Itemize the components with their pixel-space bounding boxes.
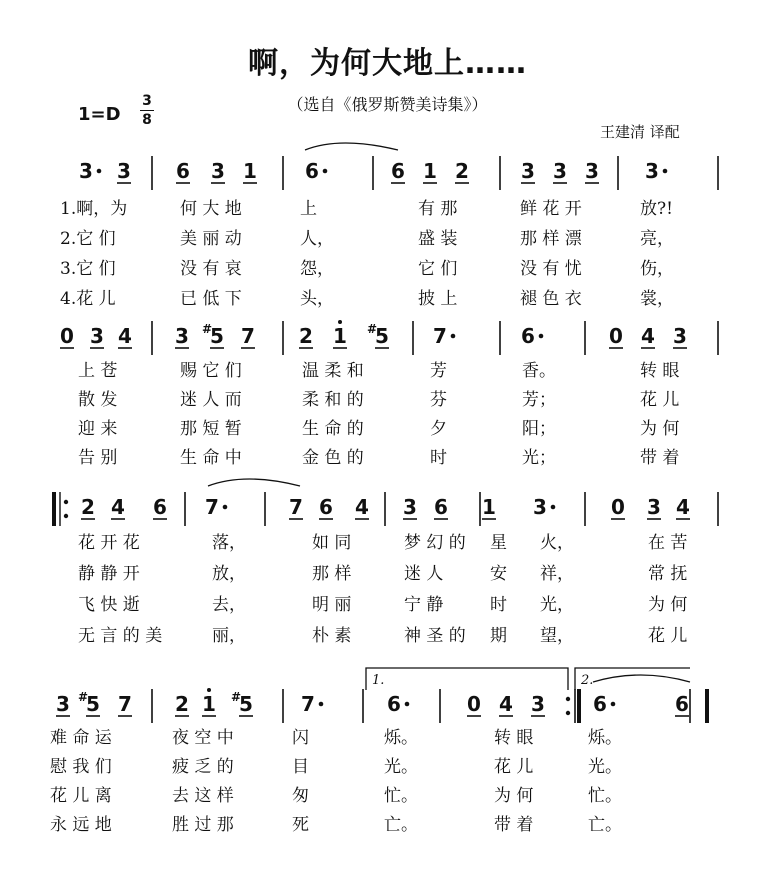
lyric-word: 鲜 花 开 bbox=[520, 199, 582, 219]
octave-dot bbox=[207, 688, 211, 692]
lyric-word: 上 bbox=[300, 199, 317, 219]
lyric-word: 芳 bbox=[430, 361, 447, 381]
lyric-word: 安 bbox=[490, 564, 507, 584]
lyric-word: 迎 来 bbox=[78, 419, 118, 439]
note: 7 bbox=[289, 495, 303, 519]
augmentation-dot bbox=[539, 334, 544, 339]
lyric-word: 放?! bbox=[640, 199, 673, 219]
lyric-word: 花 儿 离 bbox=[50, 786, 112, 806]
lyric-word: 带 着 bbox=[494, 815, 534, 835]
lyric-word: 光， bbox=[540, 595, 574, 615]
note: 2 bbox=[175, 692, 189, 716]
note: 0 bbox=[467, 692, 481, 716]
note: 4 bbox=[641, 324, 655, 348]
note: 5 bbox=[239, 692, 253, 716]
note: 6 bbox=[391, 159, 405, 183]
sharp-sign: # bbox=[201, 322, 213, 336]
note: 6 bbox=[675, 692, 689, 716]
lyric-word: 望， bbox=[540, 626, 574, 646]
lyric-word: 放， bbox=[212, 564, 246, 584]
note: 1 bbox=[423, 159, 437, 183]
lyric-word: 夜 空 中 bbox=[172, 728, 234, 748]
note: 1 bbox=[202, 692, 216, 716]
lyric-word: 生 命 的 bbox=[302, 419, 364, 439]
lyric-word: 没 有 忧 bbox=[520, 259, 582, 279]
note: 5 bbox=[86, 692, 100, 716]
octave-dot bbox=[338, 320, 342, 324]
lyric-word: 温 柔 和 bbox=[302, 361, 364, 381]
lyric-word: 带 着 bbox=[640, 448, 680, 468]
lyric-word: 星 bbox=[490, 533, 507, 553]
lyric-word: 花 儿 bbox=[494, 757, 534, 777]
lyric-word: 夕 bbox=[430, 419, 447, 439]
lyric-word: 为 何 bbox=[648, 595, 688, 615]
lyric-word: 散 发 bbox=[78, 390, 118, 410]
lyric-word: 期 bbox=[490, 626, 507, 646]
note: 0 bbox=[60, 324, 74, 348]
augmentation-dot bbox=[405, 702, 410, 707]
lyric-word: 火， bbox=[540, 533, 574, 553]
lyric-word: 告 别 bbox=[78, 448, 118, 468]
note: 4 bbox=[499, 692, 513, 716]
translator-credit: 王建清 译配 bbox=[600, 123, 680, 141]
note: 5 bbox=[375, 324, 389, 348]
note: 0 bbox=[609, 324, 623, 348]
note: 1 bbox=[333, 324, 347, 348]
note: 6 bbox=[176, 159, 190, 183]
lyric-word: 人， bbox=[300, 229, 334, 249]
lyric-word: 花 开 花 bbox=[78, 533, 140, 553]
note: 4 bbox=[676, 495, 690, 519]
note: 3 bbox=[585, 159, 599, 183]
lyric-word: 神 圣 的 bbox=[404, 626, 466, 646]
lyric-word: 花 儿 bbox=[648, 626, 688, 646]
lyric-word: 宁 静 bbox=[404, 595, 444, 615]
lyric-word: 阳； bbox=[522, 419, 556, 439]
lyric-word: 褪 色 衣 bbox=[520, 289, 582, 309]
lyric-word: 光。 bbox=[588, 757, 622, 777]
lyric-word: 已 低 下 bbox=[180, 289, 242, 309]
lyric-word: 没 有 哀 bbox=[180, 259, 242, 279]
lyric-word: 目 bbox=[292, 757, 309, 777]
lyric-word: 有 那 bbox=[418, 199, 458, 219]
lyric-word: 迷 人 而 bbox=[180, 390, 242, 410]
note: 4 bbox=[355, 495, 369, 519]
sharp-sign: # bbox=[366, 322, 378, 336]
lyric-word: 转 眼 bbox=[640, 361, 680, 381]
note: 3 bbox=[79, 159, 93, 183]
song-subtitle: （选自《俄罗斯赞美诗集》） bbox=[287, 95, 488, 114]
lyric-word: 祥， bbox=[540, 564, 574, 584]
lyric-word: 它 们 bbox=[418, 259, 458, 279]
augmentation-dot bbox=[319, 702, 324, 707]
note: 6 bbox=[593, 692, 607, 716]
tie-arc bbox=[593, 675, 690, 682]
note: 6 bbox=[153, 495, 167, 519]
note: 3 bbox=[117, 159, 131, 183]
repeat-dot bbox=[64, 514, 68, 518]
tie-arc bbox=[208, 479, 300, 486]
note: 7 bbox=[118, 692, 132, 716]
lyric-word: 常 抚 bbox=[648, 564, 688, 584]
note: 3 bbox=[56, 692, 70, 716]
lyric-word: 4.花 儿 bbox=[60, 289, 116, 309]
note: 2 bbox=[455, 159, 469, 183]
lyric-word: 披 上 bbox=[418, 289, 458, 309]
lyric-word: 忙。 bbox=[588, 786, 622, 806]
lyric-word: 赐 它 们 bbox=[180, 361, 242, 381]
lyric-word: 如 同 bbox=[312, 533, 352, 553]
lyric-word: 那 样 漂 bbox=[520, 229, 582, 249]
tie-arc bbox=[305, 143, 398, 150]
repeat-dot bbox=[64, 500, 68, 504]
note: 3 bbox=[645, 159, 659, 183]
lyric-word: 1.啊，为 bbox=[60, 199, 128, 219]
note: 1 bbox=[482, 495, 496, 519]
lyric-word: 亡。 bbox=[588, 815, 622, 835]
note: 2 bbox=[299, 324, 313, 348]
note: 3 bbox=[403, 495, 417, 519]
lyric-word: 落， bbox=[212, 533, 246, 553]
lyric-word: 那 样 bbox=[312, 564, 352, 584]
augmentation-dot bbox=[97, 169, 102, 174]
lyric-word: 那 短 暂 bbox=[180, 419, 242, 439]
lyric-word: 难 命 运 bbox=[50, 728, 112, 748]
repeat-dot bbox=[566, 711, 570, 715]
note: 2 bbox=[81, 495, 95, 519]
lyric-word: 匆 bbox=[292, 786, 309, 806]
note: 6 bbox=[319, 495, 333, 519]
augmentation-dot bbox=[663, 169, 668, 174]
lyric-word: 去， bbox=[212, 595, 246, 615]
lyric-word: 胜 过 那 bbox=[172, 815, 234, 835]
note: 0 bbox=[611, 495, 625, 519]
lyric-word: 永 远 地 bbox=[50, 815, 112, 835]
lyric-word: 静 静 开 bbox=[78, 564, 140, 584]
note: 3 bbox=[533, 495, 547, 519]
lyric-word: 裳， bbox=[640, 289, 674, 309]
note: 6 bbox=[521, 324, 535, 348]
lyric-word: 明 丽 bbox=[312, 595, 352, 615]
volta-1 bbox=[366, 668, 568, 690]
meter-top: 3 bbox=[142, 93, 152, 109]
lyric-word: 飞 快 逝 bbox=[78, 595, 140, 615]
note: 3 bbox=[553, 159, 567, 183]
lyric-word: 时 bbox=[430, 448, 447, 468]
volta-2-label: 2. bbox=[581, 673, 594, 688]
note: 4 bbox=[118, 324, 132, 348]
sharp-sign: # bbox=[77, 690, 89, 704]
volta-1-label: 1. bbox=[372, 673, 385, 688]
key-signature: 1=D bbox=[78, 104, 121, 125]
lyric-word: 朴 素 bbox=[312, 626, 352, 646]
augmentation-dot bbox=[451, 334, 456, 339]
note: 6 bbox=[434, 495, 448, 519]
lyric-word: 转 眼 bbox=[494, 728, 534, 748]
song-title: 啊，为何大地上…… bbox=[248, 46, 527, 81]
lyric-word: 为 何 bbox=[640, 419, 680, 439]
lyric-word: 上 苍 bbox=[78, 361, 118, 381]
note: 7 bbox=[241, 324, 255, 348]
lyric-word: 梦 幻 的 bbox=[404, 533, 466, 553]
lyric-word: 3.它 们 bbox=[60, 259, 116, 279]
augmentation-dot bbox=[223, 505, 228, 510]
lyric-word: 死 bbox=[292, 815, 309, 835]
lyric-word: 烁。 bbox=[588, 728, 622, 748]
note: 6 bbox=[387, 692, 401, 716]
meter-bottom: 8 bbox=[142, 112, 152, 128]
note: 3 bbox=[175, 324, 189, 348]
lyric-word: 花 儿 bbox=[640, 390, 680, 410]
augmentation-dot bbox=[551, 505, 556, 510]
lyric-word: 闪 bbox=[292, 728, 309, 748]
note: 4 bbox=[111, 495, 125, 519]
note: 5 bbox=[210, 324, 224, 348]
lyric-word: 伤， bbox=[640, 259, 674, 279]
lyric-word: 无 言 的 美 bbox=[78, 626, 163, 646]
lyric-word: 金 色 的 bbox=[302, 448, 364, 468]
lyric-word: 在 苦 bbox=[648, 533, 688, 553]
lyric-word: 怨， bbox=[300, 259, 334, 279]
lyric-word: 慰 我 们 bbox=[50, 757, 112, 777]
lyric-word: 美 丽 动 bbox=[180, 229, 242, 249]
note: 7 bbox=[301, 692, 315, 716]
lyric-word: 亡。 bbox=[384, 815, 418, 835]
lyric-word: 迷 人 bbox=[404, 564, 444, 584]
lyric-word: 芳； bbox=[522, 390, 556, 410]
note: 6 bbox=[305, 159, 319, 183]
lyric-word: 丽， bbox=[212, 626, 246, 646]
lyric-word: 头， bbox=[300, 289, 334, 309]
lyric-word: 烁。 bbox=[384, 728, 418, 748]
note: 3 bbox=[673, 324, 687, 348]
lyric-word: 忙。 bbox=[384, 786, 418, 806]
note: 3 bbox=[211, 159, 225, 183]
lyric-word: 香。 bbox=[522, 361, 556, 381]
lyric-word: 盛 装 bbox=[418, 229, 458, 249]
note: 1 bbox=[243, 159, 257, 183]
lyric-word: 生 命 中 bbox=[180, 448, 242, 468]
lyric-word: 亮， bbox=[640, 229, 674, 249]
lyric-word: 为 何 bbox=[494, 786, 534, 806]
sharp-sign: # bbox=[230, 690, 242, 704]
lyric-word: 光。 bbox=[384, 757, 418, 777]
note: 3 bbox=[90, 324, 104, 348]
lyric-word: 光； bbox=[522, 448, 556, 468]
note: 3 bbox=[531, 692, 545, 716]
note: 3 bbox=[521, 159, 535, 183]
note: 7 bbox=[205, 495, 219, 519]
lyric-word: 时 bbox=[490, 595, 507, 615]
lyric-word: 芬 bbox=[430, 390, 447, 410]
lyric-word: 何 大 地 bbox=[180, 199, 242, 219]
lyric-word: 2.它 们 bbox=[60, 229, 116, 249]
note: 3 bbox=[647, 495, 661, 519]
augmentation-dot bbox=[323, 169, 328, 174]
note: 7 bbox=[433, 324, 447, 348]
augmentation-dot bbox=[611, 702, 616, 707]
lyric-word: 去 这 样 bbox=[172, 786, 234, 806]
repeat-dot bbox=[566, 697, 570, 701]
lyric-word: 疲 乏 的 bbox=[172, 757, 234, 777]
lyric-word: 柔 和 的 bbox=[302, 390, 364, 410]
